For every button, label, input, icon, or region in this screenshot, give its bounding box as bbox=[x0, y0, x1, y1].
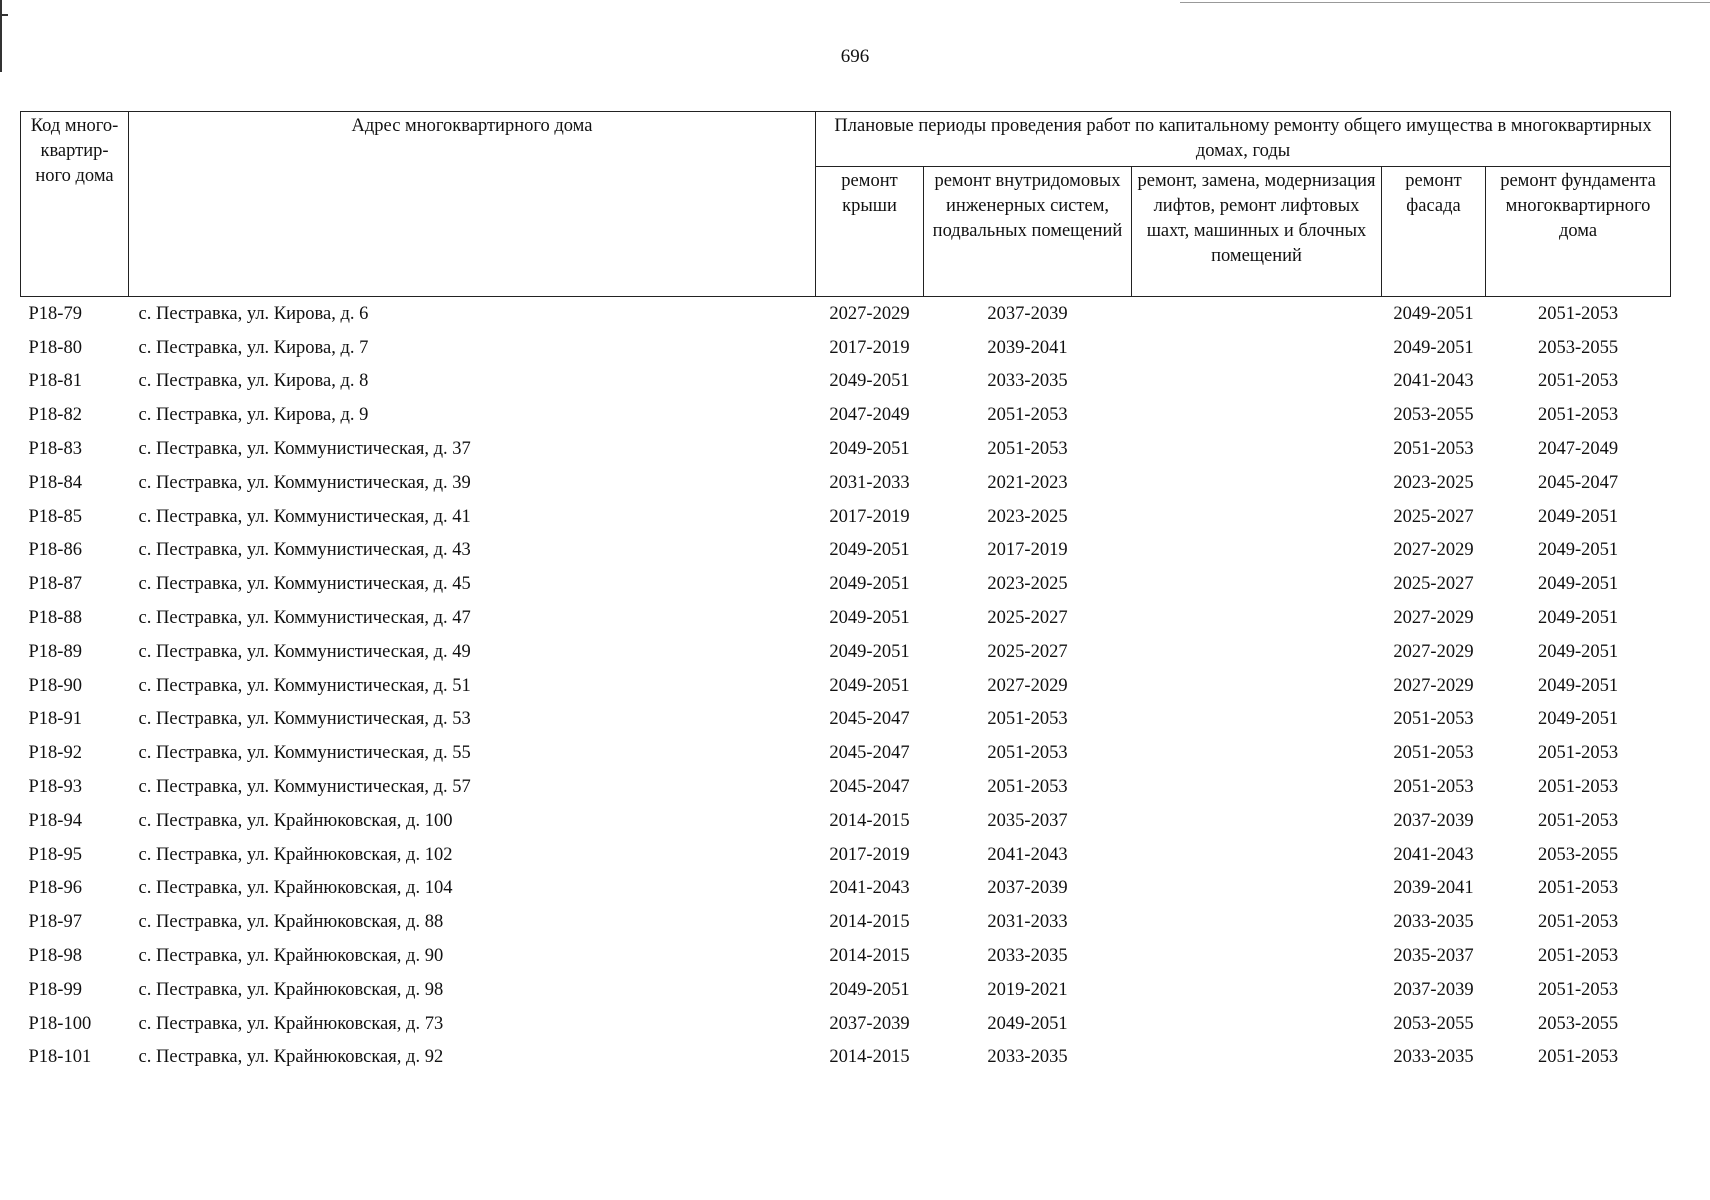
cell-systems: 2021-2023 bbox=[987, 472, 1068, 493]
cell-roof: 2049-2051 bbox=[829, 439, 910, 460]
cell-systems: 2023-2025 bbox=[987, 506, 1068, 527]
cell-foundation: 2049-2051 bbox=[1537, 506, 1619, 527]
cell-foundation: 2049-2051 bbox=[1537, 709, 1619, 730]
table-row bbox=[21, 534, 1671, 568]
cell-facade: 2051-2053 bbox=[1393, 439, 1474, 460]
table-row bbox=[21, 872, 1671, 906]
cell-systems: 2017-2019 bbox=[987, 540, 1068, 561]
cell-roof: 2014-2015 bbox=[829, 1047, 910, 1068]
cell-facade: 2051-2053 bbox=[1393, 709, 1474, 730]
table-row bbox=[21, 736, 1671, 770]
cell-code: P18-98 bbox=[28, 946, 82, 967]
cell-systems: 2051-2053 bbox=[987, 405, 1068, 426]
table-row bbox=[21, 770, 1671, 804]
cell-foundation: 2051-2053 bbox=[1537, 303, 1619, 324]
table-row bbox=[21, 466, 1671, 500]
cell-foundation: 2053-2055 bbox=[1537, 1013, 1619, 1034]
cell-lifts bbox=[1132, 804, 1382, 838]
cell-code: P18-90 bbox=[28, 675, 82, 696]
cell-code: P18-96 bbox=[28, 878, 82, 899]
cell-facade: 2027-2029 bbox=[1393, 540, 1474, 561]
cell-address: с. Пестравка, ул. Кирова, д. 8 bbox=[138, 371, 369, 392]
cell-code: P18-79 bbox=[28, 303, 82, 324]
cell-foundation: 2049-2051 bbox=[1537, 641, 1619, 662]
cell-code: P18-83 bbox=[28, 439, 82, 460]
cell-systems: 2027-2029 bbox=[987, 675, 1068, 696]
cell-facade: 2025-2027 bbox=[1393, 574, 1474, 595]
cell-systems: 2051-2053 bbox=[987, 709, 1068, 730]
cell-lifts bbox=[1132, 838, 1382, 872]
repair-schedule-table bbox=[20, 111, 1671, 1074]
cell-roof: 2049-2051 bbox=[829, 608, 910, 629]
cell-code: P18-81 bbox=[28, 371, 82, 392]
cell-roof: 2045-2047 bbox=[829, 777, 910, 798]
table-row bbox=[21, 1007, 1671, 1041]
cell-lifts bbox=[1132, 567, 1382, 601]
cell-systems: 2051-2053 bbox=[987, 777, 1068, 798]
cell-foundation: 2051-2053 bbox=[1537, 1047, 1619, 1068]
cell-roof: 2027-2029 bbox=[829, 303, 910, 324]
cell-lifts bbox=[1132, 872, 1382, 906]
cell-roof: 2037-2039 bbox=[829, 1013, 910, 1034]
cell-lifts bbox=[1132, 534, 1382, 568]
cell-lifts bbox=[1132, 973, 1382, 1007]
cell-foundation: 2045-2047 bbox=[1537, 472, 1619, 493]
cell-lifts bbox=[1132, 939, 1382, 973]
scan-top-rule bbox=[1180, 2, 1710, 3]
cell-foundation: 2051-2053 bbox=[1537, 912, 1619, 933]
cell-systems: 2051-2053 bbox=[987, 439, 1068, 460]
cell-facade: 2023-2025 bbox=[1393, 472, 1474, 493]
cell-code: P18-85 bbox=[28, 506, 82, 527]
cell-address: с. Пестравка, ул. Коммунистическая, д. 37 bbox=[138, 439, 471, 460]
table-row bbox=[21, 500, 1671, 534]
cell-foundation: 2053-2055 bbox=[1537, 844, 1619, 865]
cell-code: P18-87 bbox=[28, 574, 82, 595]
cell-facade: 2037-2039 bbox=[1393, 810, 1474, 831]
header-planned-periods: Плановые периоды проведения работ по капитальному ремонту общего имущества в многоквартирных домах, годы bbox=[816, 112, 1671, 167]
cell-lifts bbox=[1132, 1041, 1382, 1075]
cell-code: P18-93 bbox=[28, 777, 82, 798]
cell-code: P18-95 bbox=[28, 844, 82, 865]
cell-facade: 2051-2053 bbox=[1393, 743, 1474, 764]
cell-foundation: 2051-2053 bbox=[1537, 777, 1619, 798]
cell-systems: 2039-2041 bbox=[987, 337, 1068, 358]
cell-lifts bbox=[1132, 432, 1382, 466]
cell-facade: 2027-2029 bbox=[1393, 608, 1474, 629]
scan-edge-tick bbox=[2, 14, 8, 16]
cell-facade: 2049-2051 bbox=[1393, 303, 1474, 324]
cell-facade: 2039-2041 bbox=[1393, 878, 1474, 899]
table-row bbox=[21, 601, 1671, 635]
cell-address: с. Пестравка, ул. Коммунистическая, д. 51 bbox=[138, 675, 471, 696]
cell-roof: 2045-2047 bbox=[829, 743, 910, 764]
header-address: Адрес многоквартирного дома bbox=[129, 112, 816, 297]
cell-lifts bbox=[1132, 1007, 1382, 1041]
cell-roof: 2017-2019 bbox=[829, 337, 910, 358]
cell-lifts bbox=[1132, 398, 1382, 432]
cell-systems: 2033-2035 bbox=[987, 1047, 1068, 1068]
cell-facade: 2041-2043 bbox=[1393, 371, 1474, 392]
cell-systems: 2051-2053 bbox=[987, 743, 1068, 764]
cell-lifts bbox=[1132, 669, 1382, 703]
cell-code: P18-92 bbox=[28, 743, 82, 764]
cell-roof: 2045-2047 bbox=[829, 709, 910, 730]
cell-foundation: 2049-2051 bbox=[1537, 675, 1619, 696]
cell-lifts bbox=[1132, 365, 1382, 399]
table-row bbox=[21, 1041, 1671, 1075]
cell-address: с. Пестравка, ул. Кирова, д. 6 bbox=[138, 303, 369, 324]
cell-facade: 2053-2055 bbox=[1393, 1013, 1474, 1034]
cell-systems: 2037-2039 bbox=[987, 303, 1068, 324]
cell-facade: 2027-2029 bbox=[1393, 675, 1474, 696]
table-row bbox=[21, 804, 1671, 838]
header-systems: ремонт внутридомовых инженерных систем, подвальных помещений bbox=[924, 167, 1132, 297]
cell-foundation: 2051-2053 bbox=[1537, 405, 1619, 426]
cell-facade: 2033-2035 bbox=[1393, 1047, 1474, 1068]
cell-roof: 2049-2051 bbox=[829, 641, 910, 662]
table-row bbox=[21, 365, 1671, 399]
cell-address: с. Пестравка, ул. Крайнюковская, д. 73 bbox=[138, 1013, 444, 1034]
cell-lifts bbox=[1132, 905, 1382, 939]
table-row bbox=[21, 567, 1671, 601]
cell-code: P18-89 bbox=[28, 641, 82, 662]
cell-roof: 2049-2051 bbox=[829, 979, 910, 1000]
cell-code: P18-80 bbox=[28, 337, 82, 358]
cell-systems: 2025-2027 bbox=[987, 608, 1068, 629]
cell-facade: 2037-2039 bbox=[1393, 979, 1474, 1000]
cell-address: с. Пестравка, ул. Крайнюковская, д. 98 bbox=[138, 979, 444, 1000]
table-body bbox=[21, 297, 1671, 1075]
cell-foundation: 2053-2055 bbox=[1537, 337, 1619, 358]
cell-address: с. Пестравка, ул. Коммунистическая, д. 45 bbox=[138, 574, 471, 595]
cell-roof: 2014-2015 bbox=[829, 912, 910, 933]
cell-systems: 2019-2021 bbox=[987, 979, 1068, 1000]
header-foundation: ремонт фундамента многоквартирного дома bbox=[1486, 167, 1671, 297]
cell-roof: 2017-2019 bbox=[829, 844, 910, 865]
cell-facade: 2027-2029 bbox=[1393, 641, 1474, 662]
cell-systems: 2033-2035 bbox=[987, 371, 1068, 392]
table-row bbox=[21, 905, 1671, 939]
cell-facade: 2035-2037 bbox=[1393, 946, 1474, 967]
cell-facade: 2041-2043 bbox=[1393, 844, 1474, 865]
table-row bbox=[21, 838, 1671, 872]
cell-address: с. Пестравка, ул. Коммунистическая, д. 43 bbox=[138, 540, 471, 561]
cell-code: P18-86 bbox=[28, 540, 82, 561]
cell-foundation: 2051-2053 bbox=[1537, 979, 1619, 1000]
header-facade: ремонт фасада bbox=[1382, 167, 1486, 297]
cell-foundation: 2051-2053 bbox=[1537, 371, 1619, 392]
cell-foundation: 2051-2053 bbox=[1537, 946, 1619, 967]
cell-systems: 2033-2035 bbox=[987, 946, 1068, 967]
cell-systems: 2025-2027 bbox=[987, 641, 1068, 662]
cell-address: с. Пестравка, ул. Кирова, д. 7 bbox=[138, 337, 369, 358]
cell-lifts bbox=[1132, 703, 1382, 737]
table-row bbox=[21, 669, 1671, 703]
cell-code: P18-82 bbox=[28, 405, 82, 426]
cell-lifts bbox=[1132, 500, 1382, 534]
cell-systems: 2031-2033 bbox=[987, 912, 1068, 933]
cell-foundation: 2049-2051 bbox=[1537, 608, 1619, 629]
cell-systems: 2023-2025 bbox=[987, 574, 1068, 595]
cell-code: P18-88 bbox=[28, 608, 82, 629]
cell-address: с. Пестравка, ул. Коммунистическая, д. 47 bbox=[138, 608, 471, 629]
cell-foundation: 2047-2049 bbox=[1537, 439, 1619, 460]
cell-foundation: 2049-2051 bbox=[1537, 574, 1619, 595]
cell-code: P18-91 bbox=[28, 709, 82, 730]
cell-facade: 2033-2035 bbox=[1393, 912, 1474, 933]
cell-code: P18-100 bbox=[28, 1013, 92, 1034]
cell-address: с. Пестравка, ул. Коммунистическая, д. 49 bbox=[138, 641, 471, 662]
cell-lifts bbox=[1132, 601, 1382, 635]
cell-facade: 2049-2051 bbox=[1393, 337, 1474, 358]
cell-roof: 2017-2019 bbox=[829, 506, 910, 527]
cell-address: с. Пестравка, ул. Коммунистическая, д. 55 bbox=[138, 743, 471, 764]
table-row bbox=[21, 398, 1671, 432]
cell-systems: 2041-2043 bbox=[987, 844, 1068, 865]
cell-systems: 2035-2037 bbox=[987, 810, 1068, 831]
cell-foundation: 2049-2051 bbox=[1537, 540, 1619, 561]
cell-lifts bbox=[1132, 331, 1382, 365]
cell-roof: 2049-2051 bbox=[829, 371, 910, 392]
cell-systems: 2037-2039 bbox=[987, 878, 1068, 899]
cell-foundation: 2051-2053 bbox=[1537, 878, 1619, 899]
cell-address: с. Пестравка, ул. Кирова, д. 9 bbox=[138, 405, 369, 426]
page-number: 696 bbox=[840, 46, 870, 67]
cell-address: с. Пестравка, ул. Коммунистическая, д. 57 bbox=[138, 777, 471, 798]
cell-code: P18-99 bbox=[28, 979, 82, 1000]
cell-lifts bbox=[1132, 297, 1382, 331]
cell-lifts bbox=[1132, 770, 1382, 804]
cell-roof: 2047-2049 bbox=[829, 405, 910, 426]
cell-code: P18-97 bbox=[28, 912, 82, 933]
header-roof: ремонт крыши bbox=[816, 167, 924, 297]
cell-foundation: 2051-2053 bbox=[1537, 743, 1619, 764]
table-row bbox=[21, 432, 1671, 466]
table-row bbox=[21, 973, 1671, 1007]
table-row bbox=[21, 297, 1671, 331]
cell-address: с. Пестравка, ул. Крайнюковская, д. 90 bbox=[138, 946, 444, 967]
cell-address: с. Пестравка, ул. Коммунистическая, д. 53 bbox=[138, 709, 471, 730]
cell-address: с. Пестравка, ул. Крайнюковская, д. 104 bbox=[138, 878, 453, 899]
cell-code: P18-101 bbox=[28, 1047, 92, 1068]
cell-address: с. Пестравка, ул. Коммунистическая, д. 41 bbox=[138, 506, 471, 527]
cell-roof: 2031-2033 bbox=[829, 472, 910, 493]
cell-foundation: 2051-2053 bbox=[1537, 810, 1619, 831]
table-row bbox=[21, 635, 1671, 669]
cell-code: P18-94 bbox=[28, 810, 82, 831]
header-code: Код много-квартир-ного дома bbox=[21, 112, 129, 297]
cell-roof: 2049-2051 bbox=[829, 574, 910, 595]
cell-roof: 2014-2015 bbox=[829, 810, 910, 831]
cell-systems: 2049-2051 bbox=[987, 1013, 1068, 1034]
header-lifts: ремонт, замена, модернизация лифтов, ремонт лифтовых шахт, машинных и блочных помещений bbox=[1132, 167, 1382, 297]
cell-address: с. Пестравка, ул. Крайнюковская, д. 92 bbox=[138, 1047, 444, 1068]
cell-address: с. Пестравка, ул. Крайнюковская, д. 100 bbox=[138, 810, 453, 831]
cell-address: с. Пестравка, ул. Коммунистическая, д. 39 bbox=[138, 472, 471, 493]
cell-roof: 2014-2015 bbox=[829, 946, 910, 967]
cell-facade: 2051-2053 bbox=[1393, 777, 1474, 798]
table-row bbox=[21, 939, 1671, 973]
cell-facade: 2025-2027 bbox=[1393, 506, 1474, 527]
cell-roof: 2049-2051 bbox=[829, 675, 910, 696]
cell-address: с. Пестравка, ул. Крайнюковская, д. 102 bbox=[138, 844, 453, 865]
cell-lifts bbox=[1132, 635, 1382, 669]
table-row bbox=[21, 703, 1671, 737]
cell-address: с. Пестравка, ул. Крайнюковская, д. 88 bbox=[138, 912, 444, 933]
cell-lifts bbox=[1132, 466, 1382, 500]
cell-code: P18-84 bbox=[28, 472, 82, 493]
cell-lifts bbox=[1132, 736, 1382, 770]
table-row bbox=[21, 331, 1671, 365]
cell-facade: 2053-2055 bbox=[1393, 405, 1474, 426]
cell-roof: 2041-2043 bbox=[829, 878, 910, 899]
cell-roof: 2049-2051 bbox=[829, 540, 910, 561]
